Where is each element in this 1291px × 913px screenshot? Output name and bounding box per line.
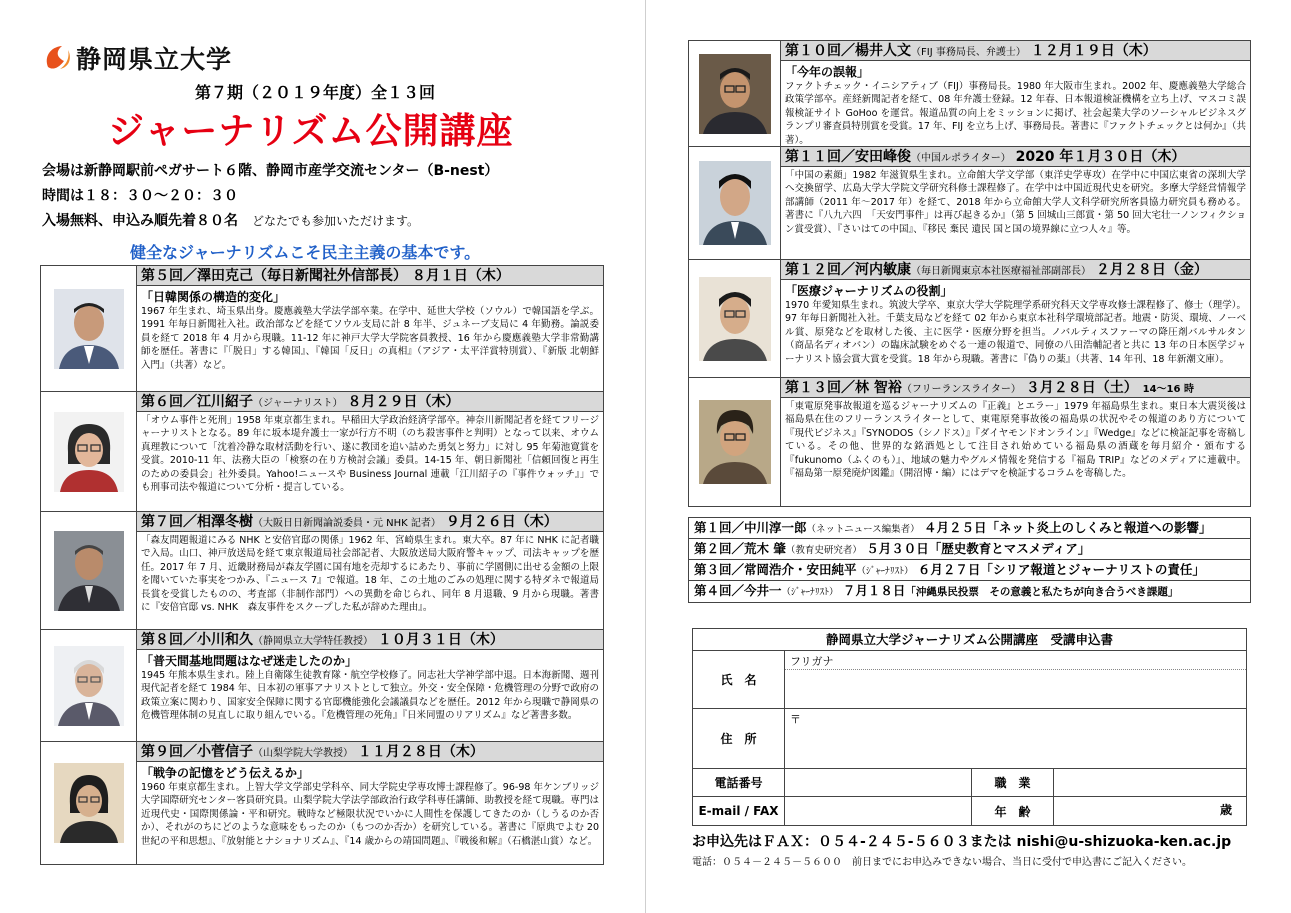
address-field[interactable]: [785, 709, 1246, 768]
age-field[interactable]: [1054, 797, 1246, 825]
form-row-phone: [693, 769, 1246, 797]
lecture-heading: 第１１回／安田峰俊（中国ルポライター） 2020 年１月３０日（木）: [781, 147, 1250, 167]
lecture-item: [41, 512, 603, 630]
email-field[interactable]: [785, 797, 972, 825]
postal-mark: 〒: [790, 713, 801, 726]
speaker-photo: [689, 41, 781, 146]
furigana-divider: [785, 669, 1246, 670]
lecture-heading: 第７回／相澤冬樹（大阪日日新聞論説委員・元 NHK 記者） ９月２６日（木）: [137, 512, 603, 532]
job-field[interactable]: [1054, 769, 1246, 796]
lecture-item: [41, 266, 603, 392]
form-row-email: [693, 797, 1246, 825]
form-row-name: [693, 651, 1246, 709]
lecture-item: [689, 147, 1250, 260]
page-title: ジャーナリズム公開講座: [108, 111, 514, 152]
speaker-photo: [689, 147, 781, 259]
lecture-heading: 第６回／江川紹子（ジャーナリスト） ８月２９日（木）: [137, 392, 603, 412]
lecture-theme: 「今年の誤報」: [785, 65, 870, 79]
age-unit: 歳: [1219, 803, 1232, 817]
university-logo: [42, 40, 232, 76]
past-lectures-list: [688, 517, 1251, 603]
lecture-bio: ファクトチェック・イニシアティブ（FIJ）事務局長。1980 年大阪市生まれ。2002 年、慶應義塾大学総合政策学部卒。産経新聞記者を経て、08 年弁護士登録。12 年春、日本報道検証機構を立ち上げ、マスコミ誤報検証サイト GoHoo を運営。報道品質の向上をミッションに掲げ、社会起業大学のソーシャルビジネスグランプリ審査員特別賞を受賞。17 年、FIJ を立ち上げ、事務局長。著書に『ファクトチェックとは何か』（共著）。: [785, 81, 1246, 146]
lecture-heading: 第９回／小菅信子（山梨学院大学教授） １１月２８日（木）: [137, 742, 603, 762]
lecture-bio: 1967 年生まれ、埼玉県出身。慶應義塾大学法学部卒業。在学中、延世大学校（ソウル）で韓国語を学ぶ。1991 年毎日新聞社入社。政治部などを経てソウル支局に計 8 年半、ジュネーブ支局に 4 年勤務。論説委員を経て 2018 年 4 月から現職。11-12 年に神戸大学大学院客員教授、16 年から慶應義塾大学非常勤講師を歴任。著書に『「脱日」する韓国』、『韓国「反日」の真相』（アジア・太平洋賞特別賞）、『新版 北朝鮮入門』（共著）など。: [141, 306, 599, 371]
lecture-theme: 「普天間基地問題はなぜ迷走したのか」: [141, 654, 358, 668]
name-label: 氏 名: [693, 651, 785, 708]
time-info: 時間は１８：３０〜２０：３０: [42, 188, 238, 204]
lecture-item: [41, 742, 603, 864]
season-label: 第７期（２０１９年度）全１３回: [195, 83, 436, 102]
email-label: E-mail / FAX: [693, 797, 785, 825]
lecture-item: [41, 392, 603, 512]
age-label: 年 齢: [972, 797, 1054, 825]
name-field[interactable]: [785, 651, 1246, 708]
university-name: 静岡県立大学: [76, 45, 233, 74]
lecture-heading: 第５回／澤田克己（毎日新聞社外信部長） ８月１日（木）: [137, 266, 603, 286]
lecture-bio: 「東電原発事故報道を巡るジャーナリズムの『正義』とエラー」1979 年福島県生まれ。東日本大震災後は福島県在住のフリーランスライターとして、東電原発事故後の福島県の状況やその報道のあり方について『現代ビジネス』『SYNODOS（シノドス）』『ダイヤモンドオンライン』『Wedge』などに検証記事を寄稿している。その他、世界的な銘酒処として注目され始めている福島県の酒蔵を毎月紹介・頒布する『fukunomo（ふくのも）』、地域の魅力やグルメ情報を発信する『福島 TRIP』などのメディアに連載中。『福島第一原発廃炉図鑑』（開沼博・編）にはデマを検証するコラムを寄稿した。: [785, 401, 1246, 480]
lecture-theme: 「医療ジャーナリズムの役割」: [785, 284, 953, 298]
admission-info: [42, 210, 419, 230]
lecture-theme: 「戦争の記憶をどう伝えるか」: [141, 766, 310, 780]
phone-label: 電話番号: [693, 769, 785, 796]
university-logo-icon: [42, 43, 72, 73]
job-label: 職 業: [972, 769, 1054, 796]
lecture-heading: 第８回／小川和久（静岡県立大学特任教授） １０月３１日（木）: [137, 630, 603, 650]
speaker-photo: [689, 260, 781, 377]
furigana-label: フリガナ: [790, 655, 834, 668]
apply-info: お申込先はＦＡＸ：０５４-２４５-５６０３または nishi@u-shizuoka-ken.ac.jp: [692, 834, 1232, 850]
speaker-photo: [689, 378, 781, 506]
form-title: 静岡県立大学ジャーナリズム公開講座 受講申込書: [693, 629, 1246, 651]
speaker-photo: [41, 266, 137, 391]
apply-note: 電話：０５４－２４５－５６００ 前日までにお申込みできない場合、当日に受付で申込書にご記入ください。: [692, 857, 1192, 868]
address-label: 住 所: [693, 709, 785, 768]
lecture-heading: 第１２回／河内敏康（毎日新聞東京本社医療福祉部副部長） ２月２８日（金）: [781, 260, 1250, 280]
speaker-photo: [41, 742, 137, 864]
lecture-heading: 第１３回／林 智裕（フリーランスライター） ３月２８日（土） 14〜16 時: [781, 378, 1250, 398]
lecture-list-right: [688, 40, 1251, 507]
page-divider: [645, 0, 646, 913]
lecture-bio: 「オウム事件と死刑」1958 年東京都生まれ。早稲田大学政治経済学部卒。神奈川新聞記者を経てフリージャーナリストとなる。89 年に坂本堤弁護士一家が行方不明（のち殺害事件と判明）となって以来、オウム真理教について「沈着冷静な取材活動を行い、遂に教団を追い詰めた勇気と努力」に対し 95 年菊池寛賞を受賞。2010-11 年、法務大臣の「検察の在り方検討会議」委員。14-15 年、朝日新聞社「信頼回復と再生のための委員会」社外委員。Yahoo!ニュースや Business Journal 連載「江川紹子の『事件ウォッチ』」でも刑事司法や報道について分析・提言している。: [141, 415, 599, 494]
slogan: 健全なジャーナリズムこそ民主主義の基本です。: [130, 243, 481, 262]
lecture-bio: 1960 年東京都生まれ。上智大学文学部史学科卒、同大学院史学専攻博士課程修了。96-98 年ケンブリッジ大学国際研究センター客員研究員。山梨学院大学法学部政治行政学科専任講師、助教授を経て現職。専門は近現代史・国際関係論・平和研究。戦時など極限状況でいかに人間性を保護してきたのか（しうるのか否か）、それがのちにどのような意味をもったのか（もつのか否か）を研究している。著書に『原典でよむ 20 世紀の平和思想』、『放射能とナショナリズム』、『14 歳からの靖国問題』、『戦後和解』（石橋湛山賞）など。: [141, 782, 599, 847]
lecture-list-left: [40, 265, 604, 865]
form-row-address: [693, 709, 1246, 769]
lecture-item: [689, 260, 1250, 378]
past-lecture-row: 第２回／荒木 肇（教育史研究者） ５月３０日「歴史教育とマスメディア」: [689, 539, 1250, 560]
speaker-photo: [41, 630, 137, 741]
speaker-photo: [41, 512, 137, 629]
past-lecture-row: 第３回／常岡浩介・安田純平（ｼﾞｬｰﾅﾘｽﾄ） ６月２７日「シリア報道とジャーナリストの責任」: [689, 560, 1250, 581]
lecture-theme: 「日韓関係の構造的変化」: [141, 290, 286, 304]
speaker-photo: [41, 392, 137, 511]
lecture-item: [41, 630, 603, 742]
application-form: [692, 628, 1247, 826]
lecture-item: [689, 378, 1250, 506]
past-lecture-row: 第４回／今井一（ｼﾞｬｰﾅﾘｽﾄ） ７月１８日「沖縄県民投票 その意義と私たちが向き合うべき課題」: [694, 583, 1179, 598]
lecture-bio: 「中国の素顔」1982 年滋賀県生まれ。立命館大学文学部（東洋史学専攻）在学中に中国広東省の深圳大学へ交換留学、広島大学大学院文学研究科修士課程修了。在学中は中国近現代史を研究。多摩大学経営情報学部講師（2011 年〜2017 年）を経て、2018 年から立命館大学人文科学研究所客員協力研究員も務める。著書に『八九六四 「天安門事件」は再び起きるか』（第 5 回城山三郎賞・第 50 回大宅壮一ノンフィクション賞受賞）、『さいはての中国』、『移民 棄民 遺民 国と国の境界線に立つ人々』等。: [785, 170, 1246, 235]
admission-note: どなたでも参加いただけます。: [252, 214, 420, 228]
lecture-bio: 「森友問題報道にみる NHK と安倍官邸の関係」1962 年、宮崎県生まれ。東大卒。87 年に NHK に記者職で入局。山口、神戸放送局を経て東京報道局社会部記者、大阪放送局大阪府警キャップ、司法キャップを歴任。2017 年 7 月、近畿財務局が森友学園に国有地を売却するにあたり、事前に学園側に出せる金額の上限を聞いていた事実をつかみ、『ニュース 7』で報道。18 年、この土地のごみの処理に関する特ダネで報道局長賞を受賞したものの、考査部（非制作部門）への異動を命じられ、同年 8 月退職、9 月から現職。著書に『安倍官邸 vs. NHK 森友事件をスクープした私が辞めた理由』。: [141, 535, 599, 614]
phone-field[interactable]: [785, 769, 972, 796]
lecture-bio: 1945 年熊本県生まれ。陸上自衛隊生徒教育隊・航空学校修了。同志社大学神学部中退。日本海新聞、週刊現代記者を経て 1984 年、日本初の軍事アナリストとして独立。外交・安全保障・危機管理の分野で政府の政策立案に関わり、国家安全保障に関する官邸機能強化会議議員などを歴任。2012 年から現職で静岡県の危機管理体制の見直しに取り組んでいる。『危機管理の死角』『日米同盟のリアリズム』など著書多数。: [141, 670, 599, 722]
past-lecture-row: 第１回／中川淳一郎（ネットニュース編集者） ４月２５日「ネット炎上のしくみと報道への影響」: [689, 518, 1250, 539]
lecture-heading: 第１０回／楊井人文（FIJ 事務局長、弁護士） １２月１９日（木）: [781, 41, 1250, 61]
lecture-item: [689, 41, 1250, 147]
venue-info: 会場は新静岡駅前ペガサート６階、静岡市産学交流センター（B-nest）: [42, 163, 499, 179]
lecture-bio: 1970 年愛知県生まれ。筑波大学卒、東京大学大学院理学系研究科天文学専攻修士課程修了、修士（理学）。97 年毎日新聞社入社。千葉支局などを経て 02 年から東京本社科学環境部記者。地震・防災、環境、ノーベル賞、原発などを取材した後、主に医学・医療分野を担当。ノバルティスファーマの降圧剤バルサルタン（商品名ディオバン）の臨床試験をめぐる一連の報道で、同僚の八田浩輔記者と共に 13 年の日本医学ジャーナリスト協会賞大賞を受賞。18 年から現職。著書に『偽りの薬』（共著、14 年刊、18 年新潮文庫）。: [785, 300, 1246, 365]
admission-text: 入場無料、申込み順先着８０名: [42, 213, 238, 229]
